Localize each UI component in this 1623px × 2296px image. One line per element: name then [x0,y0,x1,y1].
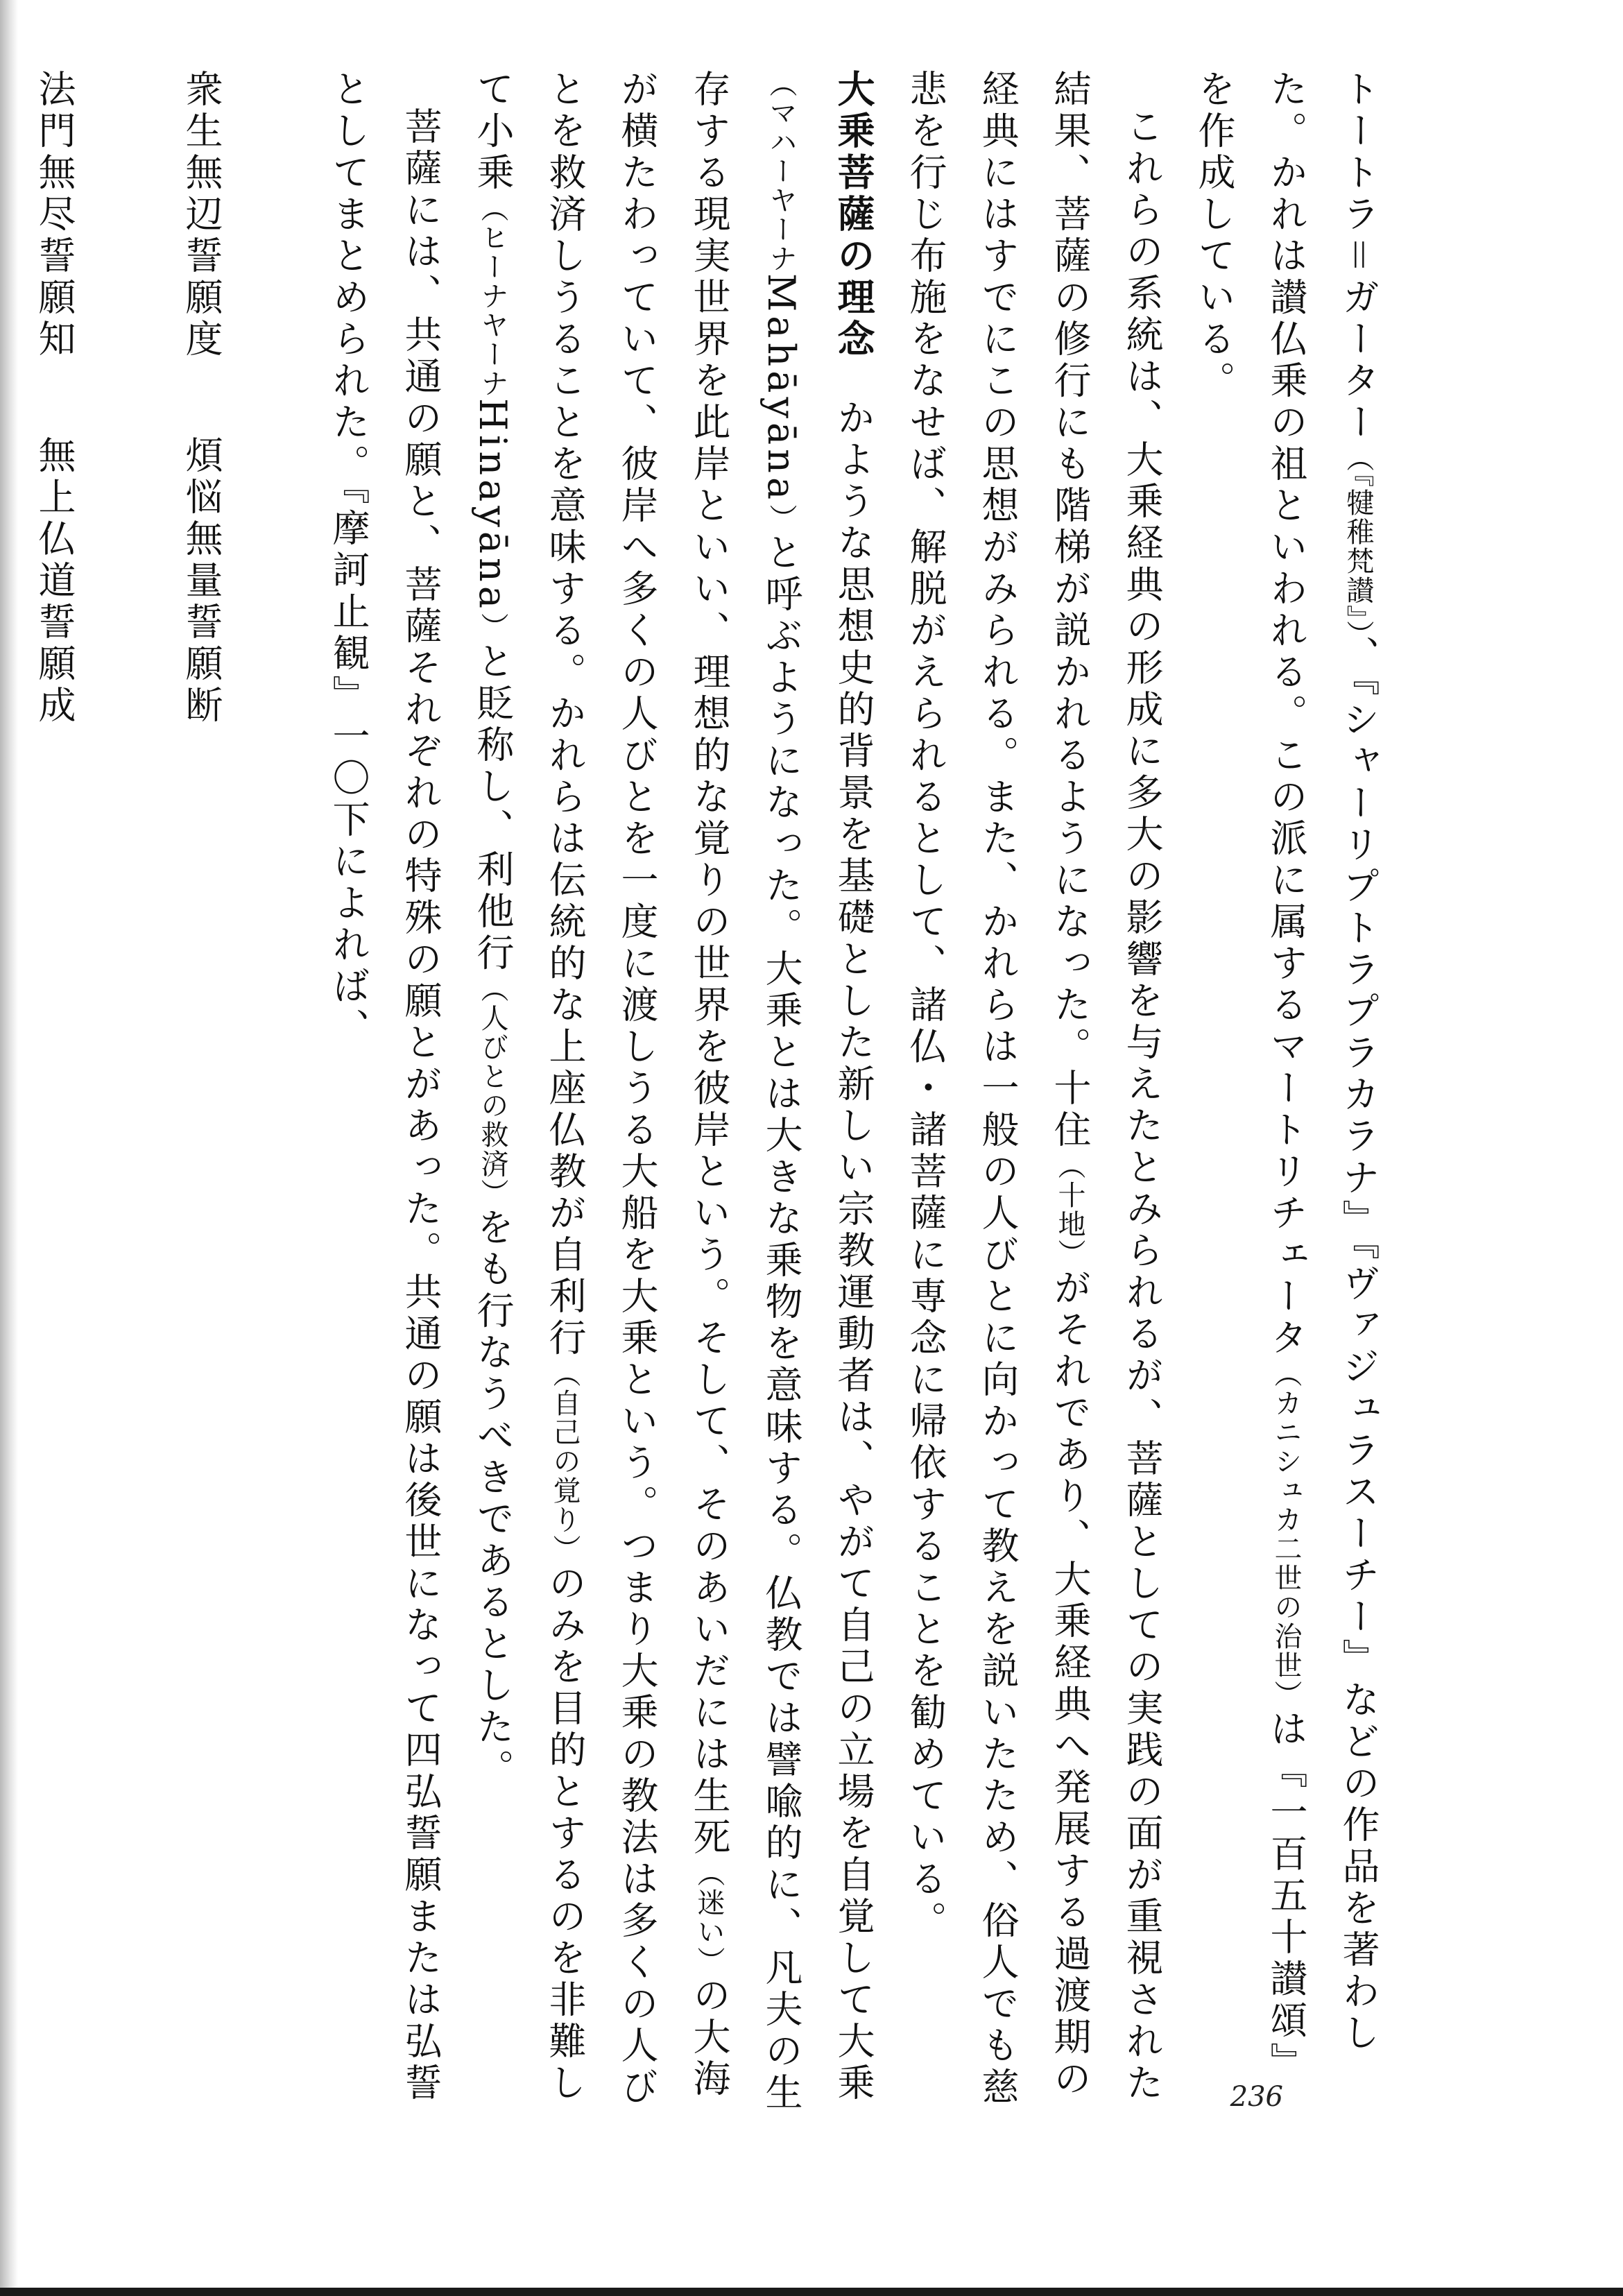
annotation: （マハーヤーナ [765,69,797,273]
page-number: 236 [1230,2081,1283,2113]
text-run: トートラ＝ガーター [1337,69,1380,444]
text-run: かような思想史的背景を基礎とした新しい宗教運動者は、やがて自己の立場を自覚して大乗 [832,398,875,2105]
text-run: 、『シャーリプトラプラカラナ』『ヴァジュラスーチー』などの作品を著わした。かれは讃仏乗の祖といわれる。この派に属するマートリチェータ [1264,69,1380,2055]
bottom-rule [0,2288,1623,2296]
text-run: のみを目的とするのを非難して小乗 [471,69,587,2105]
annotation: （自己の覚り） [549,1360,581,1563]
text-run: 菩薩には、共通の願と、菩薩それぞれの特殊の願とがあった。共通の願は後世になって四弘誓願または弘誓としてまとめられた。『摩訶止観』一〇下によれば、 [327,69,443,2105]
text-run: は『一百五十讃頌』を作成している。 [1192,69,1308,2084]
paragraph-continuation [1178,69,1394,2123]
annotation: ） [476,612,508,642]
text-run: と貶称し、利他行 [471,642,515,975]
paragraph-mahayana-ideal [456,69,889,2123]
annotation: （ヒーナヤーナ [476,194,508,398]
vertical-text-body [18,69,1394,2123]
section-heading: 大乗菩薩の理念 [832,69,875,361]
latin-term: Hinayāna [471,398,515,613]
verse-phrase: 煩悩無量誓願断 [180,436,223,727]
paragraph-vows [312,69,456,2123]
scan-edge-shadow [0,0,18,2296]
latin-term: Mahāyāna [759,273,803,504]
text-run: をも行なうべきであるとした。 [471,1208,515,1791]
annotation: （迷い） [693,1859,725,1976]
verse-line-2 [18,69,165,2123]
text-run: これらの系統は、大乗経典の形成に多大の影響を与えたとみられるが、菩薩としての実践の面が重視された結果、菩薩の修行にも階梯が説かれるようになった。十住 [1048,69,1164,2105]
verse-phrase: 衆生無辺誓願度 [180,69,223,361]
verse-phrase: 法門無尽誓願知 [33,69,76,361]
annotation: （カニシュカ二世の治世） [1270,1360,1302,1709]
paragraph-bodhisattva-stages [889,69,1178,2123]
annotation: （『犍稚梵讃』） [1342,444,1374,635]
text-run: がそれであり、大乗経典へ発展する過渡期の経典にはすでにこの思想がみられる。また、かれらは一般の人びとに向かって教えを説いたため、俗人でも慈悲を行じ布施をなせば、解脱がえられるとして、諸仏・諸菩薩に専念に帰依することを勧めている。 [904,69,1092,2109]
text-run: の大海が横たわっていて、彼岸へ多くの人びとを一度に渡しうる大船を大乗という。つまり大乗の教法は多くの人びとを救済しうることを意味する。かれらは伝統的な上座仏教が自利行 [543,69,731,2109]
text-run: と呼ぶようになった。大乗とは大きな乗物を意味する。仏教では譬喩的に、凡夫の生存する現実世界を此岸といい、理想的な覚りの世界を彼岸という。そして、そのあいだには生死 [687,69,803,2115]
verse-line-1 [165,69,312,2123]
annotation: ） [765,504,797,533]
verse-phrase: 無上仏道誓願成 [33,436,76,727]
annotation: （人びとの救済） [476,975,508,1208]
annotation: （十地） [1054,1151,1085,1268]
